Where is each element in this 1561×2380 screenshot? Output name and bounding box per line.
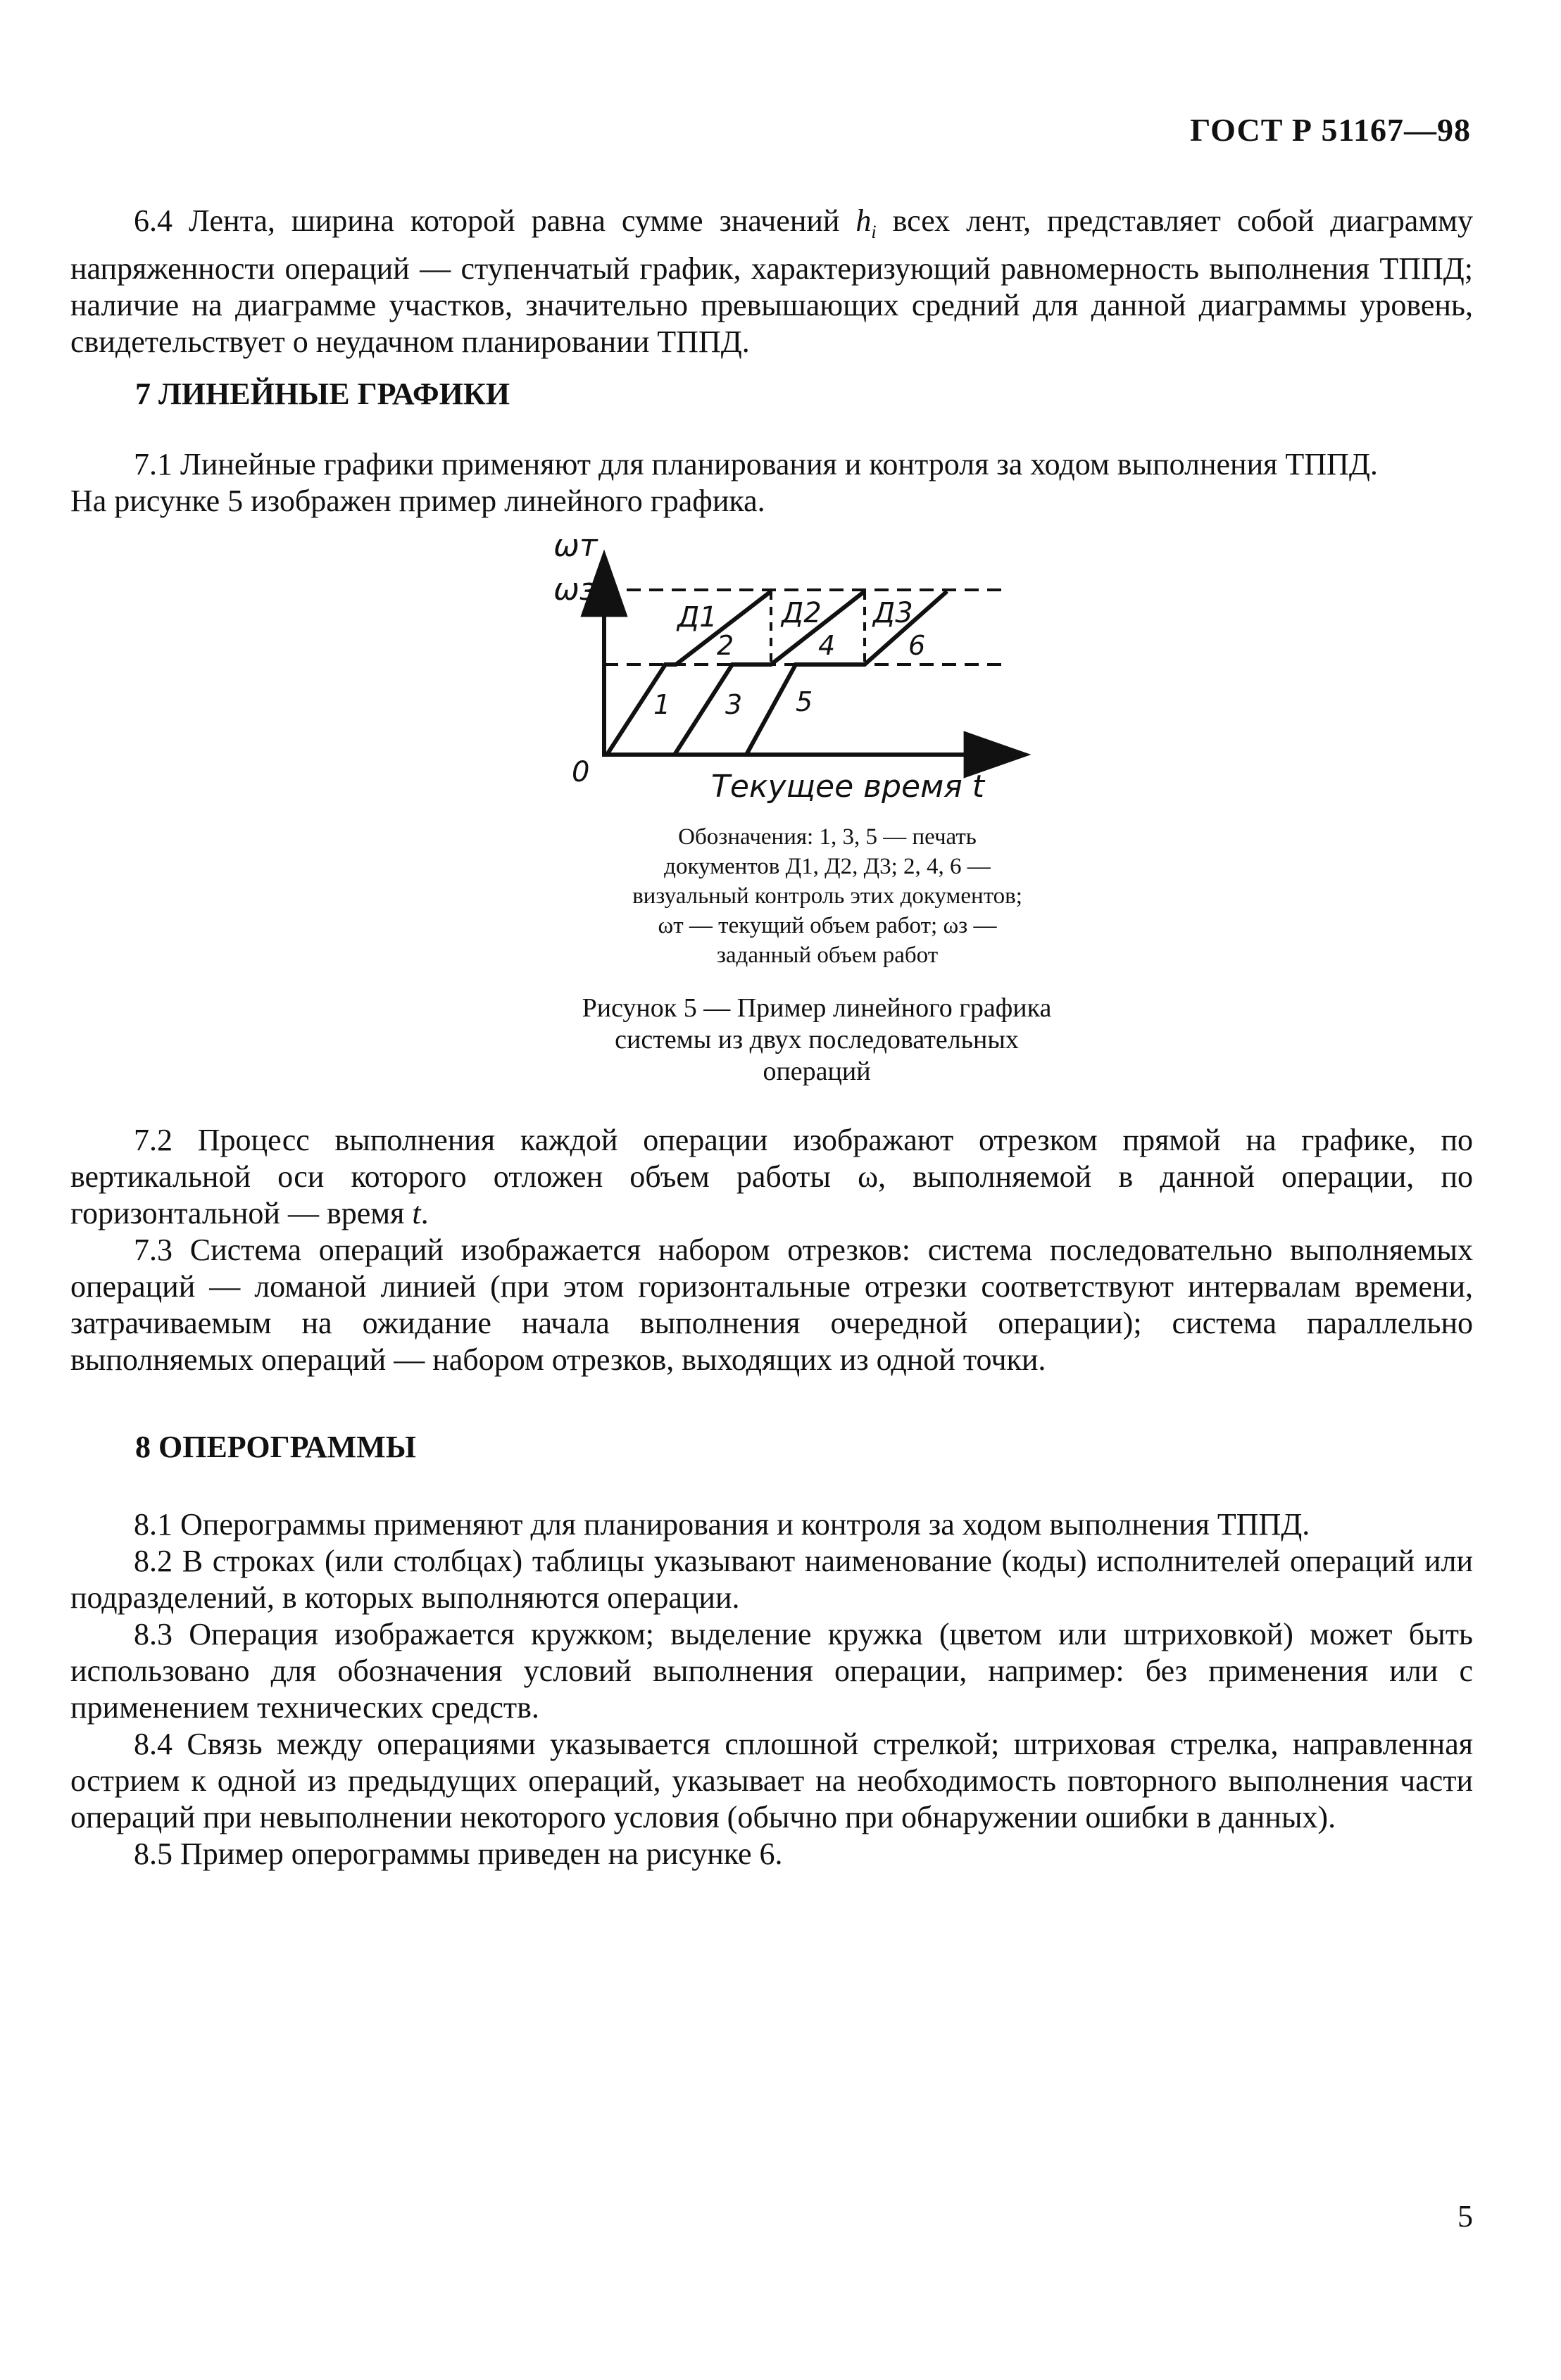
- y-axis-label-target: ωз: [553, 572, 596, 607]
- section-8-paragraphs: [70, 1506, 1473, 1872]
- doc-label-d3: Д3: [873, 597, 913, 629]
- x-axis-label: Текущее время t: [711, 769, 984, 805]
- paragraph-7-2-end: .: [420, 1196, 429, 1230]
- document-code: ГОСТ Р 51167—98: [1190, 112, 1471, 148]
- paragraph-6-4-suffix: всех лент, представляет собой диаграмму напряженности операций — ступенчатый график, характеризующий равномерность выполнения ТППД; наличие на диаграмме участков, значительно превышающих средний для данной диаграммы уровень, свидетельствует о неудачном планировании ТППД.: [70, 203, 1473, 359]
- operation-3-4-polyline: [675, 591, 865, 755]
- variable-h: h: [855, 203, 872, 238]
- paragraph-8-1: 8.1 Оперограммы применяют для планирования и контроля за ходом выполнения ТППД.: [134, 1507, 1310, 1542]
- paragraph-8-5: 8.5 Пример оперограммы приведен на рисунке 6.: [134, 1837, 783, 1871]
- paragraph-6-4-text: [70, 203, 1473, 360]
- y-axis-label-current: ωт: [553, 528, 598, 564]
- doc-label-d1: Д1: [677, 601, 717, 634]
- segment-label-6: 6: [908, 630, 926, 661]
- operation-5-6-polyline: [746, 591, 947, 755]
- segment-label-3: 3: [725, 689, 743, 720]
- paragraph-7-3: 7.3 Система операций изображается набором отрезков: система последовательно выполняемых операций — ломаной линией (при этом горизонтальные отрезки соответствуют интервалам времени, затрачиваемым на ожидание начала выполнения очередной операции); система параллельно выполняемых операций — набором отрезков, выходящих из одной точки.: [70, 1233, 1473, 1377]
- segment-label-4: 4: [818, 630, 836, 661]
- figure-5-legend: Обозначения: 1, 3, 5 — печать документов Д1, Д2, Д3; 2, 4, 6 — визуальный контроль этих документов; ωт — текущий объем работ; ωз — заданный объем работ: [632, 824, 1022, 968]
- segment-label-1: 1: [653, 689, 671, 720]
- paragraph-7-1: [70, 446, 1473, 520]
- paragraph-7-1-line-1: 7.1 Линейные графики применяют для планирования и контроля за ходом выполнения ТППД.: [134, 447, 1378, 481]
- paragraph-8-2: 8.2 В строках (или столбцах) таблицы указывают наименование (коды) исполнителей операций или подразделений, в которых выполняются операции.: [70, 1544, 1473, 1615]
- segment-label-5: 5: [796, 686, 813, 717]
- paragraph-7-1-line-2: На рисунке 5 изображен пример линейного графика.: [70, 484, 765, 518]
- paragraph-7-2-text: 7.2 Процесс выполнения каждой операции изображают отрезком прямой на графике, по вертикальной оси которого отложен объем работы ω, выполняемой в данной операции, по горизонтальной — время: [70, 1123, 1473, 1230]
- paragraph-8-4: 8.4 Связь между операциями указывается сплошной стрелкой; штриховая стрелка, направленная острием к одной из предыдущих операций, указывает на необходимость повторного выполнения части операций при невыполнении некоторого условия (обычно при обнаружении ошибки в данных).: [70, 1727, 1473, 1834]
- segment-label-2: 2: [717, 630, 734, 661]
- paragraphs-7-2-7-3: [70, 1122, 1473, 1378]
- figure-5-caption: Рисунок 5 — Пример линейного графика системы из двух последовательных операций: [582, 993, 1052, 1086]
- paragraph-7-2: [70, 1122, 1473, 1232]
- subscript-i: i: [871, 221, 877, 242]
- operation-1-2-polyline: [607, 591, 771, 755]
- paragraph-6-4-prefix: 6.4 Лента, ширина которой равна сумме значений: [134, 203, 856, 238]
- doc-label-d2: Д2: [782, 597, 822, 629]
- page-number: 5: [1457, 2199, 1473, 2234]
- paragraph-6-4: [70, 203, 1473, 360]
- paragraph-8-3: 8.3 Операция изображается кружком; выделение кружка (цветом или штриховкой) может быть использовано для обозначения условий выполнения операции, например: без применения или с применением технических средств.: [70, 1617, 1473, 1725]
- origin-label: 0: [572, 756, 590, 788]
- section-8-heading: 8 ОПЕРОГРАММЫ: [135, 1430, 416, 1464]
- variable-t: t: [412, 1196, 421, 1230]
- section-7-heading: 7 ЛИНЕЙНЫЕ ГРАФИКИ: [135, 377, 510, 411]
